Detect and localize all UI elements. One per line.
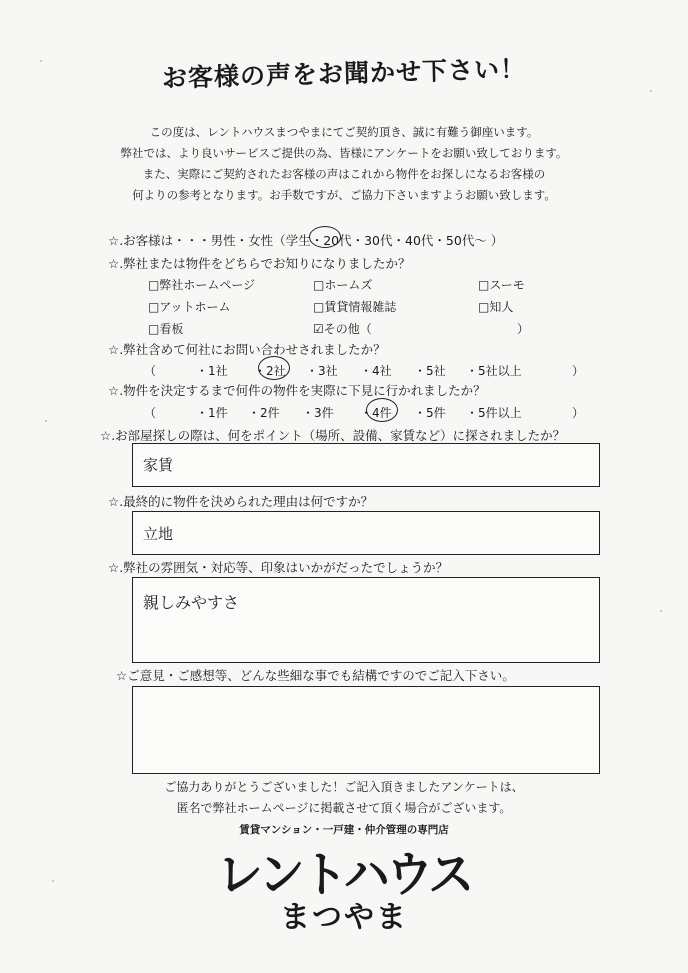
- logo-tagline: 賃貸マンション・一戸建・仲介管理の専門店: [239, 824, 449, 836]
- q1-gender-age: [108, 231, 503, 249]
- scan-speck: [660, 610, 662, 612]
- q6-answer-text: 立地: [143, 525, 174, 543]
- q2-option-signboard[interactable]: □看板: [148, 322, 184, 336]
- q2-option-other[interactable]: ☑その他（: [313, 322, 372, 336]
- q3-option-6plus[interactable]: ・5社以上: [466, 364, 522, 378]
- q4-label: ☆.物件を決定するまで何件の物件を実際に下見に行かれましたか？: [108, 383, 486, 398]
- q2-option-other-close: ）: [517, 322, 530, 336]
- intro-line-4: 何よりの参考となります。お手数ですが、ご協力下さいますようお願い致します。: [132, 188, 556, 202]
- q4-option-3[interactable]: ・3件: [302, 406, 334, 420]
- q4-option-6plus[interactable]: ・5件以上: [466, 406, 522, 420]
- q2-option-homepage[interactable]: □弊社ホームページ: [148, 278, 256, 292]
- q2-option-homes[interactable]: □ホームズ: [313, 278, 373, 292]
- q2-option-suumo[interactable]: □スーモ: [478, 278, 525, 292]
- q6-label: ☆.最終的に物件を決められた理由は何ですか？: [108, 494, 374, 509]
- q4-open: （: [144, 406, 157, 420]
- q7-answer-box[interactable]: [132, 577, 600, 663]
- q2-option-magazine[interactable]: □賃貸情報雑誌: [313, 300, 397, 314]
- footer-line-1: ご協力ありがとうございました！ご記入頂きましたアンケートは、: [164, 780, 524, 794]
- q4-option-2[interactable]: ・2件: [248, 406, 280, 420]
- q3-option-4[interactable]: ・4社: [360, 364, 392, 378]
- q3-close: ）: [572, 364, 585, 378]
- intro-line-2: 弊社では、より良いサービスご提供の為、皆様にアンケートをお願い致しております。: [120, 146, 568, 160]
- q4-option-1[interactable]: ・1件: [196, 406, 228, 420]
- scan-speck: [45, 420, 47, 422]
- q4-circle-mark: [366, 398, 398, 422]
- footer-line-2: 匿名で弊社ホームページに掲載させて頂く場合がございます。: [176, 801, 512, 815]
- q3-open: （: [144, 364, 157, 378]
- q1-circle-mark: [309, 226, 341, 248]
- scan-speck: [52, 880, 54, 882]
- q3-option-2[interactable]: ・2社: [254, 364, 286, 378]
- q2-option-friend[interactable]: □知人: [478, 300, 514, 314]
- q5-label: ☆.お部屋探しの際は、何をポイント（場所、設備、家賃など）に探されましたか？: [100, 428, 566, 443]
- q1-label: ☆.お客様は・・・男性・女性（: [108, 233, 286, 248]
- q4-close: ）: [572, 406, 585, 420]
- q4-option-4[interactable]: ・4件: [360, 406, 392, 420]
- q3-circle-mark: [258, 356, 290, 380]
- scan-speck: [650, 90, 652, 92]
- q1-rest: ・20代・30代・40代・50代～ ）: [310, 233, 504, 248]
- intro-line-3: また、実際にご契約されたお客様の声はこれから物件をお探しになるお客様の: [142, 167, 546, 181]
- q5-answer-box[interactable]: [132, 443, 600, 487]
- company-logo-sub: まつやま: [280, 900, 408, 935]
- q1-selected-student[interactable]: 学生: [285, 233, 311, 248]
- q7-label: ☆.弊社の雰囲気・対応等、印象はいかがだったでしょうか？: [108, 560, 449, 575]
- q8-answer-box[interactable]: [132, 686, 600, 774]
- q2-option-athome[interactable]: □アットホーム: [148, 300, 231, 314]
- q7-answer-text: 親しみやすさ: [143, 593, 240, 612]
- q3-option-3[interactable]: ・3社: [306, 364, 338, 378]
- q3-label: ☆.弊社含めて何社にお問い合わせされましたか？: [108, 342, 386, 357]
- q8-label: ☆ご意見・ご感想等、どんな些細な事でも結構ですのでご記入下さい。: [116, 668, 515, 683]
- scan-speck: [40, 60, 42, 62]
- q2-label: ☆.弊社または物件をどちらでお知りになりましたか？: [108, 256, 411, 271]
- q5-answer-text: 家賃: [143, 456, 174, 474]
- q6-answer-box[interactable]: [132, 511, 600, 555]
- intro-line-1: この度は、レントハウスまつやまにてご契約頂き、誠に有難う御座います。: [149, 125, 539, 139]
- q3-option-5[interactable]: ・5社: [414, 364, 446, 378]
- company-logo: レントハウス: [216, 845, 472, 903]
- q3-option-1[interactable]: ・1社: [196, 364, 228, 378]
- q4-option-5[interactable]: ・5件: [414, 406, 446, 420]
- page-title: お客様の声をお聞かせ下さい！: [161, 54, 527, 93]
